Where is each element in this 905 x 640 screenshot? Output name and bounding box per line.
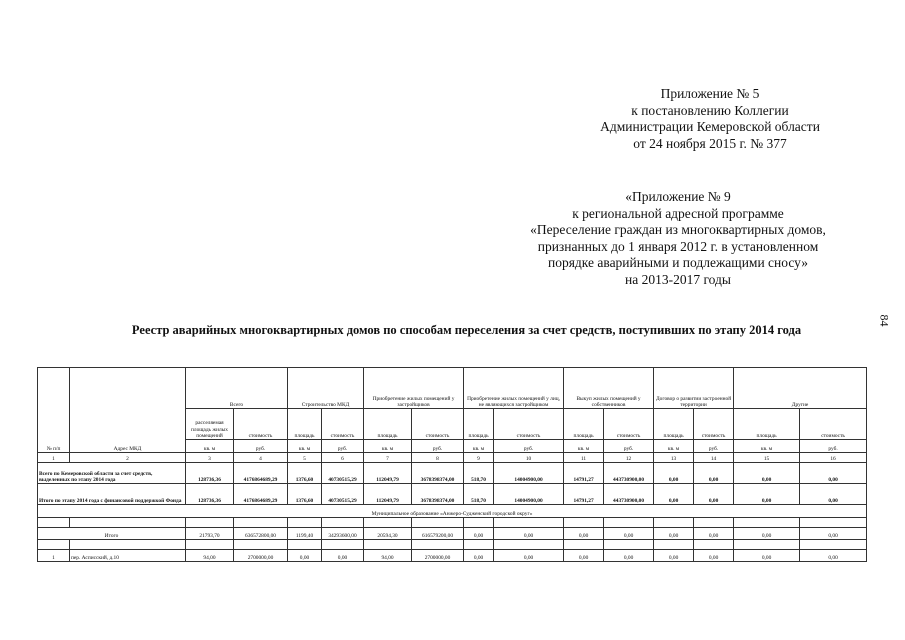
document-title	[0, 323, 905, 338]
appendix9-line6: на 2013-2017 годы	[625, 271, 731, 287]
subhead-cost: стоимость	[694, 409, 734, 440]
cell: 0,00	[800, 484, 867, 505]
cell: 0,00	[734, 550, 800, 562]
col-head-total: Всего	[186, 368, 288, 409]
cell: 112049,79	[364, 484, 412, 505]
cell: 34293600,00	[322, 528, 364, 540]
cell: 0,00	[604, 528, 654, 540]
row-address: пер. Асписский, д.10	[70, 550, 186, 562]
cell: 0,00	[654, 484, 694, 505]
appendix5-line2: к постановлению Коллегии	[631, 102, 789, 118]
unit-rub: руб.	[234, 440, 288, 453]
cell: 0,00	[494, 528, 564, 540]
cell: 0,00	[800, 528, 867, 540]
col-num: 6	[322, 453, 364, 463]
unit-area: кв. м	[654, 440, 694, 453]
cell: 443730900,00	[604, 484, 654, 505]
cell: 40730515,29	[322, 463, 364, 484]
subhead-total-area: расселяемая площадь жилых помещений	[186, 409, 234, 440]
appendix9-line5: порядке аварийными и подлежащими сносу»	[547, 255, 809, 270]
cell: 14004900,00	[494, 484, 564, 505]
col-head-other: Другие	[734, 368, 867, 409]
table-row-itogo	[38, 528, 867, 540]
table-row	[38, 550, 867, 562]
cell: 0,00	[464, 528, 494, 540]
col-num: 11	[564, 453, 604, 463]
title-text: Реестр аварийных многоквартирных домов по способам переселения за счет средств, поступивших по этапу 2014 года	[131, 323, 802, 337]
appendix9-line1: «Приложение № 9	[625, 189, 731, 204]
cell: 0,00	[800, 550, 867, 562]
subhead-area: площадь	[364, 409, 412, 440]
cell: 14791,27	[564, 484, 604, 505]
cell: 2700000,00	[234, 550, 288, 562]
cell: 0,00	[564, 528, 604, 540]
cell: 128736,36	[186, 484, 234, 505]
cell: 20594,30	[364, 528, 412, 540]
col-head-buyout: Выкуп жилых помещений у собственников	[564, 368, 654, 409]
subhead-cost: стоимость	[604, 409, 654, 440]
cell: 518,70	[464, 484, 494, 505]
subhead-cost: стоимость	[234, 409, 288, 440]
cell: 0,00	[694, 550, 734, 562]
cell: 0,00	[322, 550, 364, 562]
unit-area: кв. м	[364, 440, 412, 453]
unit-area: кв. м	[464, 440, 494, 453]
col-num: 5	[288, 453, 322, 463]
table-row-total-fund	[38, 484, 867, 505]
appendix9-line4: признанных до 1 января 2012 г. в установленном	[537, 238, 819, 254]
subhead-area: площадь	[654, 409, 694, 440]
col-head-construction: Строительство МКД	[288, 368, 364, 409]
column-number-row	[38, 453, 867, 463]
cell: 0,00	[800, 463, 867, 484]
col-num: 7	[364, 453, 412, 463]
col-num: 12	[604, 453, 654, 463]
col-num: 3	[186, 453, 234, 463]
unit-area: кв. м	[186, 440, 234, 453]
subhead-area: площадь	[464, 409, 494, 440]
col-head-address: Адрес МКД	[70, 368, 186, 453]
unit-area: кв. м	[734, 440, 800, 453]
row-label: Итого	[38, 528, 186, 540]
col-head-purchase-dev: Приобретение жилых помещений у застройщиков	[364, 368, 464, 409]
cell: 0,00	[604, 550, 654, 562]
cell: 636572800,00	[234, 528, 288, 540]
cell: 0,00	[464, 550, 494, 562]
appendix5-line4: от 24 ноября 2015 г. № 377	[633, 135, 787, 151]
cell: 0,00	[734, 528, 800, 540]
cell: 2700000,00	[412, 550, 464, 562]
cell: 1199,40	[288, 528, 322, 540]
cell: 4176864689,29	[234, 463, 288, 484]
col-num: 2	[70, 453, 186, 463]
cell: 1376,60	[288, 484, 322, 505]
appendix-5-header	[560, 86, 860, 152]
table-row-spacer	[38, 540, 867, 550]
cell: 0,00	[494, 550, 564, 562]
unit-rub: руб.	[800, 440, 867, 453]
table-row-spacer	[38, 518, 867, 528]
cell: 518,70	[464, 463, 494, 484]
subhead-cost: стоимость	[494, 409, 564, 440]
cell: 0,00	[734, 484, 800, 505]
unit-rub: руб.	[494, 440, 564, 453]
cell: 3678398374,00	[412, 484, 464, 505]
cell: 0,00	[694, 528, 734, 540]
unit-area: кв. м	[564, 440, 604, 453]
subhead-cost: стоимость	[412, 409, 464, 440]
cell: 14791,27	[564, 463, 604, 484]
subhead-cost: стоимость	[800, 409, 867, 440]
col-num: 15	[734, 453, 800, 463]
cell: 94,00	[364, 550, 412, 562]
subhead-area: площадь	[288, 409, 322, 440]
col-num: 1	[38, 453, 70, 463]
cell: 40730515,29	[322, 484, 364, 505]
row-label: Всего по Кемеровской области за счет средств, выделенных по этапу 2014 года	[38, 463, 186, 484]
col-num: 13	[654, 453, 694, 463]
row-number: 1	[38, 550, 70, 562]
appendix9-line3: «Переселение граждан из многоквартирных домов,	[530, 222, 826, 237]
unit-rub: руб.	[694, 440, 734, 453]
col-num: 8	[412, 453, 464, 463]
subhead-area: площадь	[734, 409, 800, 440]
cell: 0,00	[694, 484, 734, 505]
subhead-cost: стоимость	[322, 409, 364, 440]
cell: 1376,60	[288, 463, 322, 484]
cell: 0,00	[654, 528, 694, 540]
cell: 4176864689,29	[234, 484, 288, 505]
cell: 112049,79	[364, 463, 412, 484]
cell: 0,00	[734, 463, 800, 484]
col-num: 9	[464, 453, 494, 463]
appendix5-line1: Приложение № 5	[660, 86, 760, 101]
cell: 128736,36	[186, 463, 234, 484]
col-head-dev-contract: Договор о развитии застроенной территории	[654, 368, 734, 409]
appendix9-line2: к региональной адресной программе	[572, 205, 784, 221]
cell: 0,00	[654, 463, 694, 484]
cell: 3678398374,00	[412, 463, 464, 484]
col-head-num: № п/п	[38, 368, 70, 453]
cell: 616579200,00	[412, 528, 464, 540]
cell: 443730900,00	[604, 463, 654, 484]
unit-area: кв. м	[288, 440, 322, 453]
table-row-total-region	[38, 463, 867, 484]
unit-rub: руб.	[412, 440, 464, 453]
subhead-area: площадь	[564, 409, 604, 440]
appendix-9-header	[478, 189, 878, 288]
unit-rub: руб.	[604, 440, 654, 453]
cell: 0,00	[654, 550, 694, 562]
appendix5-line3: Администрации Кемеровской области	[600, 119, 820, 134]
cell: 0,00	[694, 463, 734, 484]
table-row-municipality	[38, 505, 867, 518]
municipality-label: Муниципальное образование «Анжеро-Судженский городской округ»	[38, 505, 867, 518]
col-num: 10	[494, 453, 564, 463]
cell: 21793,70	[186, 528, 234, 540]
col-num: 14	[694, 453, 734, 463]
col-head-purchase-other: Приобретение жилых помещений у лиц, не являющихся застройщиком	[464, 368, 564, 409]
cell: 94,00	[186, 550, 234, 562]
col-num: 16	[800, 453, 867, 463]
col-num: 4	[234, 453, 288, 463]
row-label: Итого по этапу 2014 года с финансовой поддержкой Фонда	[38, 484, 186, 505]
unit-rub: руб.	[322, 440, 364, 453]
registry-table	[37, 367, 867, 562]
cell: 0,00	[288, 550, 322, 562]
cell: 0,00	[564, 550, 604, 562]
page-number: 84	[877, 314, 892, 327]
cell: 14004900,00	[494, 463, 564, 484]
